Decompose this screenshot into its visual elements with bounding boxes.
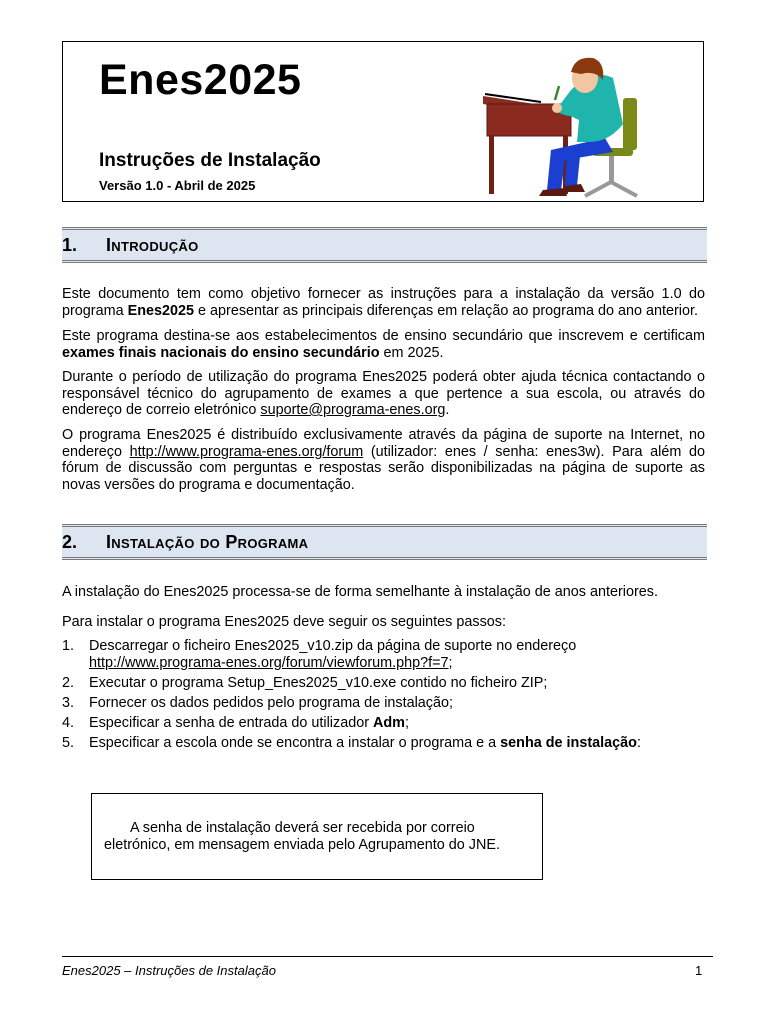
page-number: 1 bbox=[695, 963, 703, 978]
list-item: 5. Especificar a escola onde se encontra a instalar o programa e a senha de instalação: bbox=[62, 734, 641, 751]
document-title: Enes2025 bbox=[99, 56, 302, 104]
footer-divider bbox=[62, 956, 713, 957]
list-item: 1. Descarregar o ficheiro Enes2025_v10.zip da página de suporte no endereço http://www.programa-enes.org/forum/viewforum.php?f=7; bbox=[62, 638, 577, 671]
section-heading-installation bbox=[62, 524, 707, 560]
note-text: eletrónico, em mensagem enviada pelo Agrupamento do JNE. bbox=[104, 836, 500, 853]
intro-paragraph: Durante o período de utilização do programa Enes2025 poderá obter ajuda técnica contactando o responsável técnico do agrupamento de exames a que pertence a sua escola, ou através do endereço de correio eletrónico suporte@programa-enes.org. bbox=[62, 369, 705, 418]
document-version: Versão 1.0 - Abril de 2025 bbox=[99, 178, 256, 193]
step-number: 2. bbox=[62, 674, 75, 691]
list-item: 4. Especificar a senha de entrada do utilizador Adm; bbox=[62, 714, 409, 731]
forum-link[interactable]: http://www.programa-enes.org/forum bbox=[129, 443, 364, 460]
step-number: 5. bbox=[62, 734, 75, 751]
intro-paragraph: Este programa destina-se aos estabelecimentos de ensino secundário que inscrevem e certificam exames finais nacionais do ensino secundário em 2025. bbox=[62, 328, 705, 361]
document-header bbox=[62, 41, 704, 202]
person-writing-at-desk-icon bbox=[481, 50, 691, 205]
step-number: 1. bbox=[62, 638, 75, 654]
list-item: 2. Executar o programa Setup_Enes2025_v10.exe contido no ficheiro ZIP; bbox=[62, 674, 548, 691]
installation-paragraph: Para instalar o programa Enes2025 deve seguir os seguintes passos: bbox=[62, 614, 506, 630]
section-number: 1. bbox=[62, 235, 78, 255]
section-number: 2. bbox=[62, 532, 78, 552]
installation-password-note bbox=[91, 793, 543, 880]
section-title: Introdução bbox=[106, 235, 199, 255]
download-link[interactable]: http://www.programa-enes.org/forum/viewforum.php?f=7 bbox=[89, 654, 449, 671]
step-number: 3. bbox=[62, 694, 75, 711]
list-item: 3. Fornecer os dados pedidos pelo programa de instalação; bbox=[62, 694, 453, 711]
installation-paragraph: A instalação do Enes2025 processa-se de forma semelhante à instalação de anos anteriores. bbox=[62, 584, 658, 600]
section-title: Instalação do Programa bbox=[106, 532, 309, 552]
note-text: A senha de instalação deverá ser recebida por correio bbox=[130, 820, 475, 836]
support-email-link[interactable]: suporte@programa-enes.org bbox=[260, 402, 446, 418]
document-subtitle: Instruções de Instalação bbox=[99, 150, 321, 171]
installation-steps bbox=[62, 638, 705, 755]
intro-paragraph: Este documento tem como objetivo fornecer as instruções para a instalação da versão 1.0 do programa Enes2025 e apresentar as principais diferenças em relação ao programa do ano anterior. bbox=[62, 286, 705, 319]
footer-title: Enes2025 – Instruções de Instalação bbox=[62, 963, 276, 978]
section-heading-introduction bbox=[62, 227, 707, 263]
step-number: 4. bbox=[62, 714, 75, 731]
intro-paragraph: O programa Enes2025 é distribuído exclusivamente através da página de suporte na Internet, no endereço http://www.programa-enes.org/forum (utilizador: enes / senha: enes3w). Para além do fórum de discussão com perguntas e respostas serão disponibilizadas na página de suporte as novas versões do programa e documentação. bbox=[62, 427, 705, 493]
